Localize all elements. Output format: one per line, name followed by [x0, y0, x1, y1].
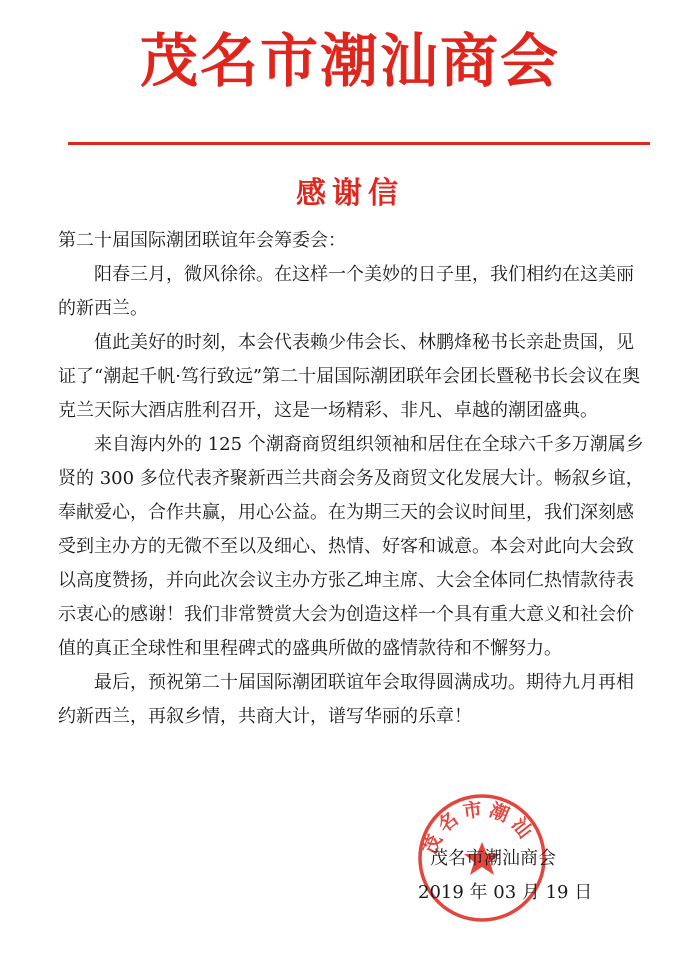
signature-block	[418, 842, 618, 910]
letterhead-divider	[68, 142, 650, 145]
paragraph-3: 来自海内外的 125 个潮裔商贸组织领袖和居住在全球六千多万潮属乡贤的 300 多位代表齐聚新西兰共商会务及商贸文化发展大计。畅叙乡谊，奉献爱心，合作共赢，用心公益。在为期三天的会议时间里，我们深刻感受到主办方的无微不至以及细心、热情、好客和诚意。本会对此向大会致以高度赞扬，并向此次会议主办方张乙坤主席、大会全体同仁热情款待表示衷心的感谢！我们非常赞赏大会为创造这样一个具有重大意义和社会价值的真正全球性和里程碑式的盛典所做的盛情款待和不懈努力。	[58, 434, 644, 659]
paragraph-1: 阳春三月，微风徐徐。在这样一个美妙的日子里，我们相约在这美丽的新西兰。	[58, 264, 634, 319]
seal-text: 茂名市潮汕	[419, 797, 540, 858]
letterhead-title: 茂名市潮汕商会	[139, 27, 560, 95]
signature-org: 茂名市潮汕商会	[430, 848, 556, 869]
salutation: 第二十届国际潮团联谊年会筹委会：	[58, 230, 346, 251]
paragraph-2: 值此美好的时刻，本会代表赖少伟会长、林鹏烽秘书长亲赴贵国，见证了“潮起千帆·笃行致远”第二十届国际潮团联年会团长暨秘书长会议在奥克兰天际大酒店胜利召开，这是一场精彩、非凡、卓越的潮团盛典。	[58, 332, 641, 421]
letter-title: 感谢信	[296, 176, 404, 211]
signature-date: 2019 年 03 月 19 日	[418, 882, 593, 903]
letter-body	[58, 224, 648, 734]
paragraph-4: 最后，预祝第二十届国际潮团联谊年会取得圆满成功。期待九月再相约新西兰，再叙乡情，共商大计，谱写华丽的乐章！	[58, 672, 634, 727]
